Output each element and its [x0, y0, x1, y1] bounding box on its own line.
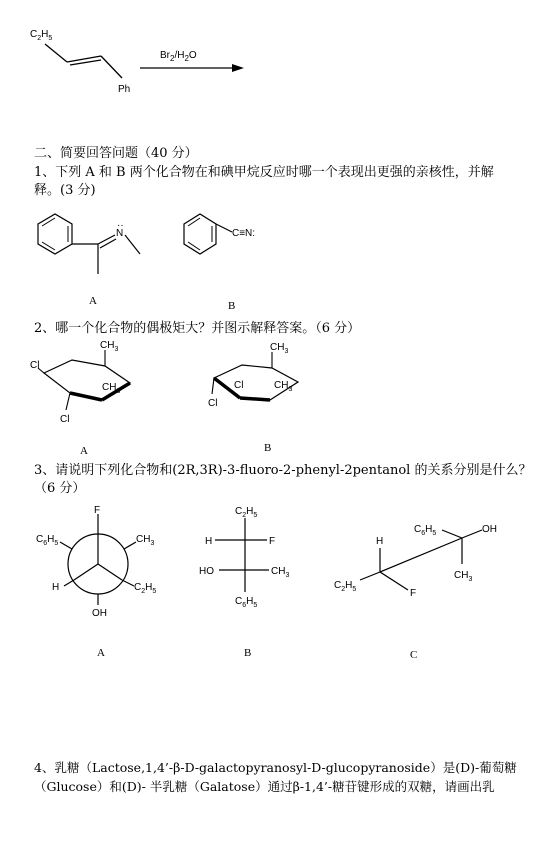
- q3-fischer: [195, 502, 305, 612]
- svg-text:Cl: Cl: [30, 360, 40, 371]
- imine-n-label: N: [116, 228, 124, 239]
- q3-line2: （6 分）: [34, 481, 86, 496]
- newman-lower-left: H: [52, 582, 60, 593]
- q3-label-b: B: [244, 647, 252, 659]
- section-heading: 二、简要回答问题（40 分）: [34, 146, 198, 161]
- newman-bottom: OH: [92, 608, 107, 619]
- svg-text:CH3: $CH_3$: [102, 382, 121, 395]
- phenyl-label: Ph: [118, 84, 131, 95]
- q1-line1: 1、下列 A 和 B 两个化合物在和碘甲烷反应时哪一个表现出更强的亲核性，并解: [34, 165, 494, 180]
- svg-text:C2H5: $C_2H_5$: [334, 580, 357, 593]
- q1-line2: 释。(3 分): [34, 183, 96, 198]
- q3-label-a: A: [97, 647, 105, 659]
- q1-label-a: A: [89, 295, 97, 307]
- sawhorse-f: F: [410, 588, 417, 599]
- q1-compound-b: [180, 206, 340, 266]
- newman-top: F: [94, 505, 101, 516]
- q2-line1: 2、哪一个化合物的偶极矩大？并图示解释答案。（6 分）: [34, 321, 361, 336]
- svg-text:Cl: Cl: [60, 414, 70, 425]
- svg-text:C2H5: $C_2H_5$: [235, 506, 258, 519]
- svg-text:CH3: $CH_3$: [100, 340, 119, 353]
- svg-text:CH3: $CH_3$: [271, 566, 290, 579]
- q4-line2: （Glucose）和(D)- 半乳糖（Galatose）通过β-1,4’-糖苷键形成的双糖，请画出乳: [34, 779, 495, 794]
- reagent-label: $Br_2/H_2O$: [160, 50, 197, 63]
- q2-chair-a: [30, 338, 170, 433]
- fischer-r1-left: H: [205, 536, 213, 547]
- q4-line1: 4、乳糖（Lactose,1,4’-β-D-galactopyranosyl-D-glucopyranoside）是(D)-葡萄糖: [34, 760, 517, 775]
- q3-sawhorse: [330, 508, 510, 618]
- svg-text:Cl: Cl: [234, 380, 244, 391]
- svg-text:C2H5: $C_2H_5$: [134, 582, 157, 595]
- svg-text:C6H5: $C_6H_5$: [235, 596, 258, 609]
- q2-label-b: B: [264, 442, 272, 454]
- svg-text:CH3: $CH_3$: [136, 534, 155, 547]
- q3-label-c: C: [410, 649, 418, 661]
- svg-text:Cl: Cl: [208, 398, 218, 409]
- svg-text:CH3: $CH_3$: [270, 342, 289, 355]
- q2-label-a: A: [80, 445, 88, 457]
- svg-text:C6H5: $C_6H_5$: [414, 524, 437, 537]
- q1-label-b: B: [228, 300, 236, 312]
- sawhorse-h: H: [376, 536, 384, 547]
- q3-line1: 3、请说明下列化合物和(2R,3R)-3-fluoro-2-phenyl-2pentanol 的关系分别是什么？: [34, 463, 532, 478]
- q1-compound-a: [30, 202, 190, 292]
- fischer-r2-left: HO: [199, 566, 214, 577]
- svg-text:··: ··: [117, 220, 124, 231]
- svg-text:C6H5: $C_6H_5$: [36, 534, 59, 547]
- alkene-structure: [0, 0, 557, 120]
- q3-newman: [30, 502, 180, 632]
- q2-chair-b: [200, 338, 340, 433]
- svg-text:CH3: $CH_3$: [274, 380, 293, 393]
- fischer-r1-right: F: [269, 536, 276, 547]
- ethyl-label: $C_2H_5$: [30, 29, 53, 42]
- sawhorse-oh: OH: [482, 524, 497, 535]
- svg-text:CH3: $CH_3$: [454, 570, 473, 583]
- nitrile-label: C≡N:: [232, 228, 256, 239]
